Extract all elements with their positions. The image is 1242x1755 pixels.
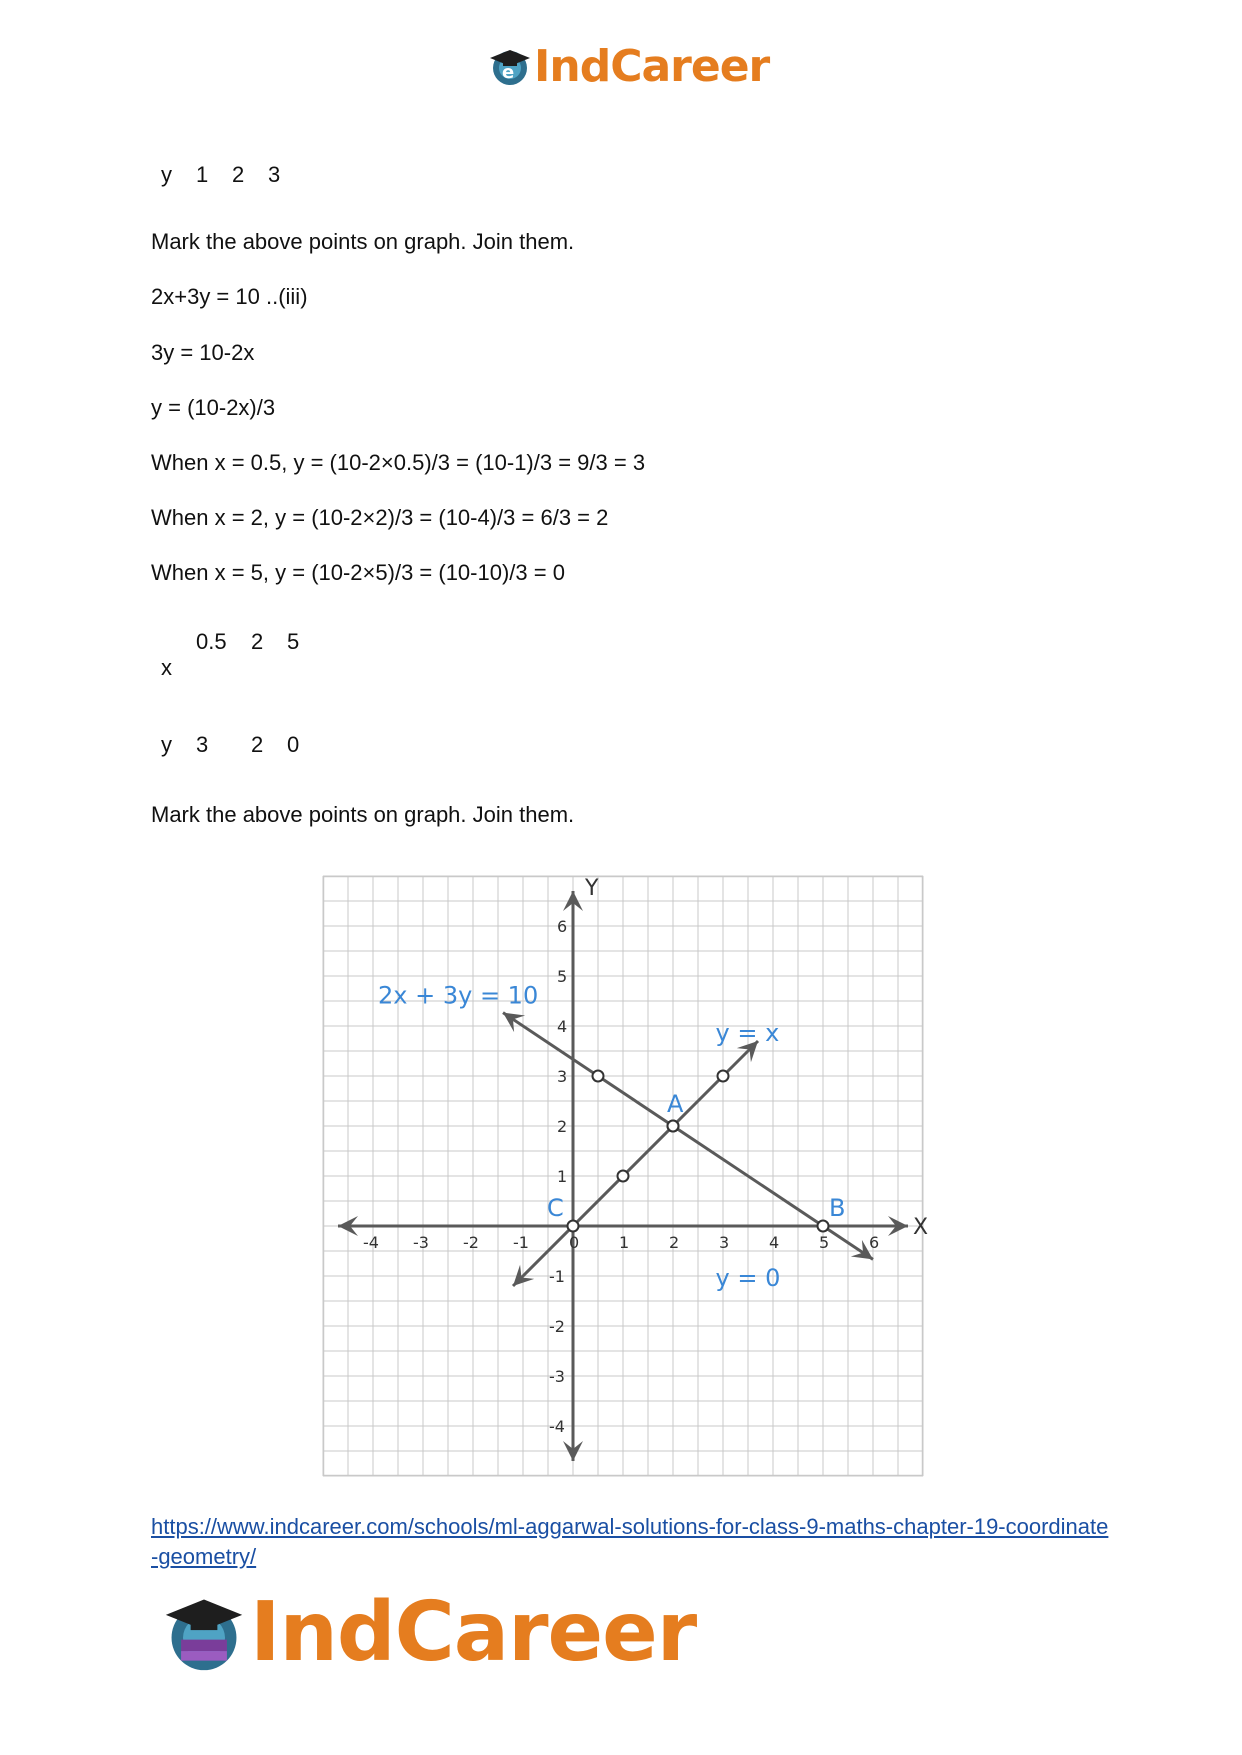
series-label: y = 0 [715,1264,781,1292]
y-tick-label: 3 [557,1067,568,1086]
x-tick-label: 6 [869,1233,880,1252]
table-cell: 2 [251,732,264,757]
series-label: y = x [715,1019,780,1047]
instruction-text: Mark the above points on graph. Join them. [151,802,575,827]
table-cell: 0 [287,732,300,757]
table-cell: 1 [196,162,209,187]
equation-line: y = (10-2x)/3 [151,395,276,420]
y-tick-label: 2 [557,1117,568,1136]
logo-text: IndCareer [250,1584,697,1680]
source-link[interactable]: https://www.indcareer.com/schools/ml-aggarwal-solutions-for-class-9-maths-chapter-19-coordinate-geometry/ [151,1514,1109,1569]
equation-line: 3y = 10-2x [151,340,255,365]
x-tick-label: 1 [619,1233,630,1252]
series-label: 2x + 3y = 10 [378,981,539,1010]
table-x-label: x [161,655,172,680]
logo-text: IndCareer [534,40,770,92]
x-tick-label: 2 [669,1233,680,1252]
series-line-2x3y10-arrow [503,1013,525,1032]
y-tick-label: 5 [557,967,568,986]
instruction-text: Mark the above points on graph. Join them. [151,229,575,254]
svg-text:e: e [502,62,515,83]
coordinate-graph [323,876,929,1476]
table-y-label: y [161,162,172,187]
table-cell: 2 [251,629,264,654]
header-logo [488,40,769,92]
x-tick-label: 4 [769,1233,780,1252]
data-point [818,1221,829,1232]
x-tick-label: -4 [363,1233,379,1252]
x-axis-label: X [913,1215,929,1240]
x-tick-label: 3 [719,1233,730,1252]
data-point [593,1071,604,1082]
y-tick-label: -2 [549,1317,565,1336]
graduation-globe-icon [488,44,532,88]
data-point [618,1171,629,1182]
y-tick-label: -1 [549,1267,565,1286]
point-label-a: A [667,1090,684,1118]
point-label-c: C [547,1194,564,1222]
y-tick-label: -3 [549,1367,565,1386]
y-tick-label: 4 [557,1017,568,1036]
x-tick-label: 0 [569,1233,580,1252]
calculation-line: When x = 0.5, y = (10-2×0.5)/3 = (10-1)/3 = 9/3 = 3 [151,450,646,475]
data-point [718,1071,729,1082]
x-tick-label: -2 [463,1233,479,1252]
data-point [568,1221,579,1232]
y-tick-label: 1 [557,1167,568,1186]
x-tick-label: -1 [513,1233,529,1252]
table-cell: 2 [232,162,245,187]
x-tick-label: -3 [413,1233,429,1252]
table-cell: 0.5 [196,629,227,654]
table-cell: 3 [196,732,209,757]
footer-logo [162,1586,696,1678]
calculation-line: When x = 2, y = (10-2×2)/3 = (10-4)/3 = 6/3 = 2 [151,505,609,530]
graduation-globe-icon [162,1590,246,1674]
series-line-2x3y10 [503,1013,873,1260]
y-tick-label: 6 [557,917,568,936]
equation-line: 2x+3y = 10 ..(iii) [151,284,308,309]
y-tick-label: -4 [549,1417,565,1436]
table-cell: 5 [287,629,300,654]
table-cell: 3 [268,162,281,187]
table-y-label: y [161,732,172,757]
x-tick-label: 5 [819,1233,830,1252]
data-point [668,1121,679,1132]
point-label-b: B [829,1194,846,1222]
calculation-line: When x = 5, y = (10-2×5)/3 = (10-10)/3 = 0 [151,560,565,585]
y-axis-label: Y [585,876,599,901]
